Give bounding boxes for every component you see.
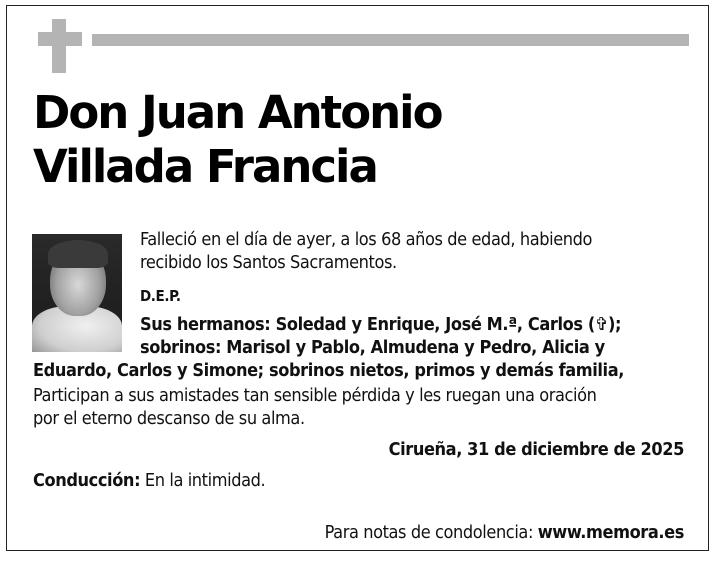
family-line1: Sus hermanos: Soledad y Enrique, José M.ª, Carlos (✞);	[140, 314, 622, 335]
place-date: Cirueña, 31 de diciembre de 2025	[388, 439, 684, 460]
conduccion-value: En la intimidad.	[144, 470, 266, 491]
family-line3: Eduardo, Carlos y Simone; sobrinos nietos, primos y demás familia,	[33, 360, 624, 381]
conduccion-label: Conducción:	[33, 470, 141, 491]
condolencia-label: Para notas de condolencia:	[324, 522, 533, 543]
deceased-name-line2: Villada Francia	[33, 140, 377, 193]
intro-line2: recibido los Santos Sacramentos.	[140, 252, 397, 273]
participan-line1: Participan a sus amistades tan sensible pérdida y les ruegan una oración	[33, 385, 597, 406]
header-bar	[92, 34, 689, 46]
intro-line1: Falleció en el día de ayer, a los 68 años de edad, habiendo	[140, 229, 593, 250]
deceased-name	[33, 86, 442, 194]
family-line2: sobrinos: Marisol y Pablo, Almudena y Pedro, Alicia y	[140, 337, 605, 358]
dep-label: D.E.P.	[140, 287, 181, 305]
condolencia-note	[325, 521, 684, 544]
deceased-name-line1: Don Juan Antonio	[33, 86, 442, 139]
portrait-photo	[32, 234, 122, 352]
conduccion	[33, 469, 265, 492]
participan-line2: por el eterno descanso de su alma.	[33, 408, 305, 429]
condolencia-link[interactable]: www.memora.es	[537, 522, 684, 543]
